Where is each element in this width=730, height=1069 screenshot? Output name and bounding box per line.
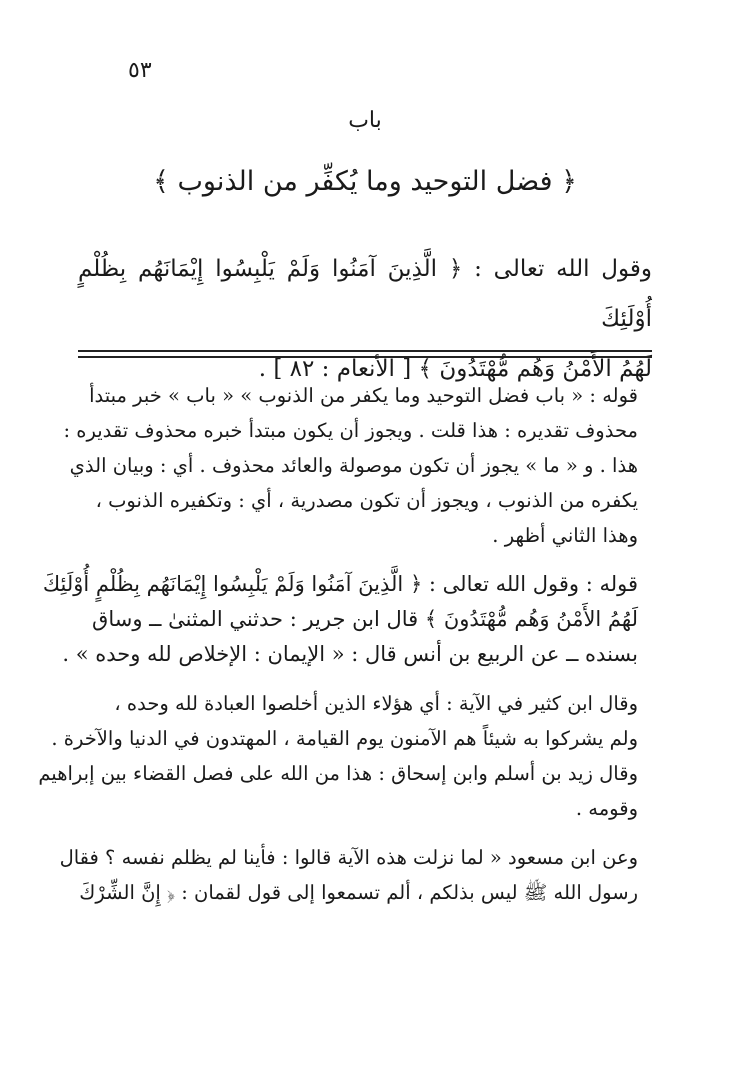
text-line: قوله : « باب فضل التوحيد وما يكفر من الذنوب » « باب » خبر مبتدأ (89, 384, 638, 407)
divider-line (78, 356, 652, 358)
page-number: ٥٣ (128, 58, 152, 83)
chapter-title: ﴿ فضل التوحيد وما يُكفِّر من الذنوب ﴾ (153, 166, 577, 197)
chapter-label: باب (348, 108, 382, 133)
commentary-paragraph (38, 686, 660, 826)
text-line: وعن ابن مسعود « لما نزلت هذه الآية قالوا : فأينا لم يظلم نفسه ؟ فقال (59, 846, 638, 869)
commentary-body (38, 378, 660, 910)
text-line: بسنده ــ عن الربيع بن أنس قال : « الإيمان : الإخلاص لله وحده » . (62, 642, 638, 666)
text-line: وقال زيد بن أسلم وابن إسحاق : هذا من الله على فصل القضاء بين إبراهيم (38, 762, 638, 785)
divider-line (78, 350, 652, 352)
text-line: محذوف تقديره : هذا قلت . ويجوز أن يكون مبتدأ خبره محذوف تقديره : (63, 419, 638, 442)
text-line: هذا . و « ما » يجوز أن تكون موصولة والعائد محذوف . أي : وبيان الذي (69, 454, 638, 477)
text-line: وهذا الثاني أظهر . (492, 524, 638, 547)
text-line: يكفره من الذنوب ، ويجوز أن تكون مصدرية ، أي : وتكفيره الذنوب ، (95, 489, 638, 512)
verse-line: لَهُمُ الأَمْنُ وَهُم مُّهْتَدُونَ ﴾ [ الأنعام : ٨٢ ] . (258, 356, 652, 382)
text-line: رسول الله ﷺ ليس بذلكم ، ألم تسمعوا إلى قول لقمان : ﴿ إِنَّ الشِّرْكَ (79, 881, 638, 904)
text-line: لَهُمُ الأَمْنُ وَهُم مُّهْتَدُونَ ﴾ قال ابن جرير : حدثني المثنىٰ ــ وساق (92, 607, 638, 631)
verse-line: وقول الله تعالى : ﴿ الَّذِينَ آمَنُوا وَلَمْ يَلْبِسُوا إِيْمَانَهُم بِظُلْمٍ أُوْلَئِكَ (78, 256, 652, 332)
quran-verse-block (78, 244, 652, 394)
commentary-paragraph (63, 378, 660, 553)
text-line: ولم يشركوا به شيئاً هم الآمنون يوم القيامة ، المهتدون في الدنيا والآخرة . (51, 727, 638, 750)
text-line: قوله : وقول الله تعالى : ﴿ الَّذِينَ آمَنُوا وَلَمْ يَلْبِسُوا إِيْمَانَهُم بِظُلْمٍ أُوْلَئِكَ (42, 572, 638, 596)
commentary-paragraph (59, 840, 660, 910)
text-line: وقومه . (575, 797, 638, 820)
commentary-paragraph (42, 567, 660, 672)
text-line: وقال ابن كثير في الآية : أي هؤلاء الذين أخلصوا العبادة لله وحده ، (114, 692, 638, 715)
double-divider (78, 350, 652, 360)
